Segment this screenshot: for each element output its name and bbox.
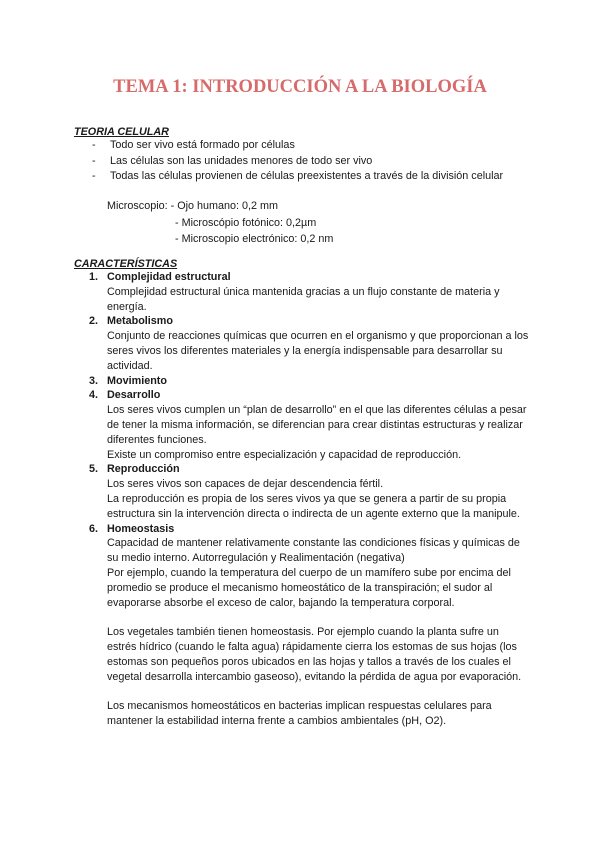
section-heading-teoria-celular: TEORIA CELULAR xyxy=(74,126,169,138)
paragraph-gap xyxy=(107,684,529,699)
paragraph-gap xyxy=(107,610,529,625)
microscopio-line: - Microscópio fotónico: 0,2µm xyxy=(175,216,317,229)
characteristic-title: Complejidad estructural xyxy=(107,271,231,283)
characteristic-paragraph: Los seres vivos son capaces de dejar descendencia fértil. xyxy=(107,478,384,491)
characteristic-paragraph: Conjunto de reacciones químicas que ocurren en el organismo y que proporcionan a los seres vivos los diferentes materiales y la energía indispensable para desarrollar su actividad. xyxy=(107,330,529,372)
teoria-bullet-list xyxy=(92,138,562,185)
caracteristicas-list xyxy=(89,270,529,729)
characteristic-paragraph: Los vegetales también tienen homeostasis. Por ejemplo cuando la planta sufre un estrés hídrico (cuando le falta agua) rápidamente cierra los estomas de sus hojas (los estomas son pequeños poros ubicados en las hojas y tallos a través de los cuales el vegetal desarrolla intercambio gaseoso), evitando la pérdida de agua por evaporación. xyxy=(107,626,522,683)
characteristic-title: Homeostasis xyxy=(107,522,175,535)
characteristic-paragraph: Complejidad estructural única mantenida gracias a un flujo constante de materia y energía. xyxy=(107,285,500,313)
characteristic-title: Desarrollo xyxy=(107,389,161,402)
bullet-item xyxy=(92,169,562,185)
characteristic-item xyxy=(89,522,529,729)
characteristic-paragraph: Existe un compromiso entre especialización y capacidad de reproducción. xyxy=(107,448,462,461)
page-title: TEMA 1: INTRODUCCIÓN A LA BIOLOGÍA xyxy=(113,77,487,97)
bullet-text: Todas las células provienen de células preexistentes a través de la división celular xyxy=(110,170,504,182)
bullet-item xyxy=(92,154,562,170)
characteristic-item xyxy=(89,314,529,373)
bullet-text: Las células son las unidades menores de todo ser vivo xyxy=(110,154,373,167)
dash-marker: - xyxy=(92,154,96,167)
item-number: 2. xyxy=(89,315,99,328)
section-heading-caracteristicas: CARACTERÍSTICAS xyxy=(74,258,178,270)
bullet-item xyxy=(92,138,562,154)
microscopio-line: Microscopio: - Ojo humano: 0,2 mm xyxy=(107,200,279,212)
item-number: 5. xyxy=(89,463,99,476)
item-number: 1. xyxy=(89,271,99,283)
microscopio-block xyxy=(107,199,507,249)
characteristic-paragraph: Los mecanismos homeostáticos en bacterias implican respuestas celulares para mantener la estabilidad interna frente a cambios ambientales (pH, O2). xyxy=(107,700,492,727)
characteristic-item xyxy=(89,462,529,521)
characteristic-title: Movimiento xyxy=(107,374,167,387)
dash-marker: - xyxy=(92,170,96,182)
characteristic-item xyxy=(89,270,529,314)
dash-marker: - xyxy=(92,139,96,151)
item-number: 6. xyxy=(89,522,99,535)
characteristic-title: Metabolismo xyxy=(107,315,173,328)
characteristic-paragraph: Por ejemplo, cuando la temperatura del cuerpo de un mamífero sube por encima del promedio se produce el mecanismo homeostático de la transpiración; el sudor al evaporarse absorbe el exceso de calor, bajando la temperatura corporal. xyxy=(107,566,511,609)
characteristic-paragraph: Capacidad de mantener relativamente constante las condiciones físicas y químicas de su medio interno. Autorregulación y Realimentación (negativa) xyxy=(107,537,520,565)
characteristic-paragraph: Los seres vivos cumplen un “plan de desarrollo” en el que las diferentes células a pesar de tener la misma información, se diferencian para crear distintas estructuras y realizar diferentes funciones. xyxy=(107,404,527,446)
characteristic-item xyxy=(89,388,529,462)
characteristic-title: Reproducción xyxy=(107,463,180,476)
microscopio-line: - Microscopio electrónico: 0,2 nm xyxy=(175,233,334,245)
characteristic-paragraph: La reproducción es propia de los seres vivos ya que se genera a partir de su propia estructura sin la intervención directa o indirecta de un agente externo que la manipule. xyxy=(107,492,520,520)
characteristic-item xyxy=(89,374,529,389)
item-number: 4. xyxy=(89,389,99,402)
bullet-text: Todo ser vivo está formado por células xyxy=(110,139,295,151)
item-number: 3. xyxy=(89,374,99,387)
